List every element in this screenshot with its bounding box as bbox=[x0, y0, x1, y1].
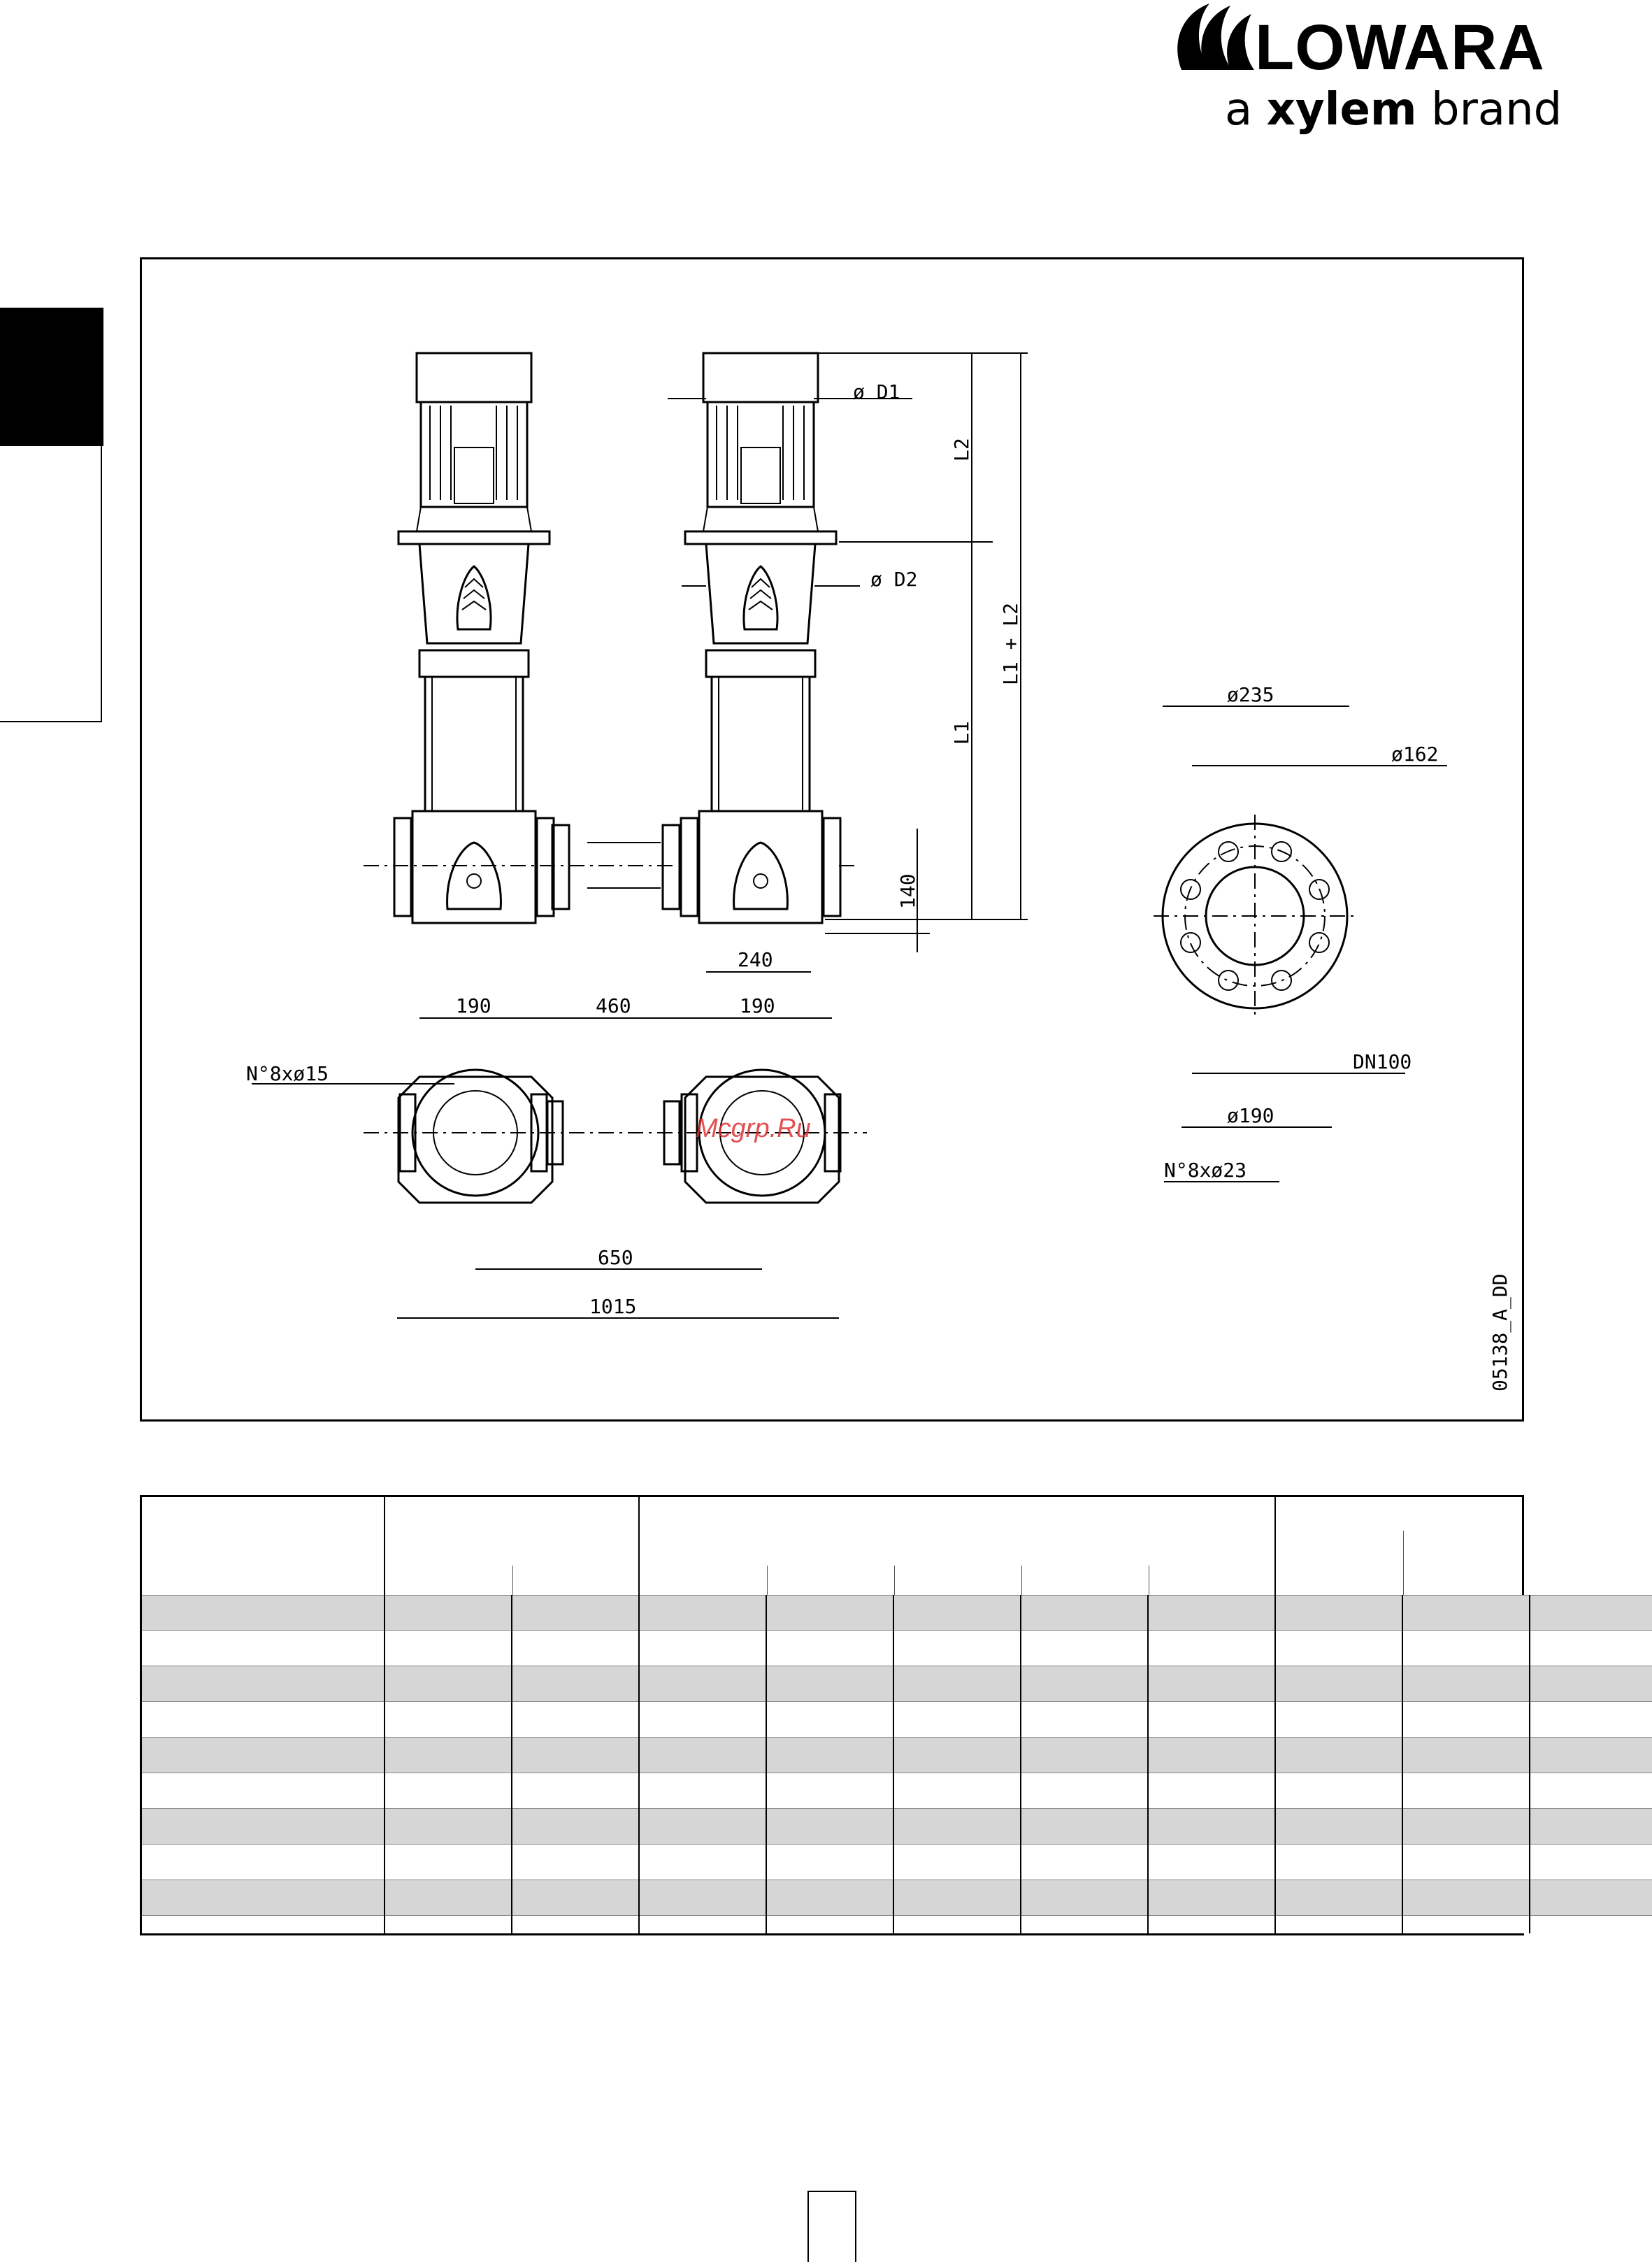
pump-right-front bbox=[663, 353, 860, 923]
brand-name: LOWARA bbox=[1255, 12, 1545, 83]
vertical-dimensions bbox=[668, 353, 1028, 972]
label-holes-large: N°8xø23 bbox=[1164, 1159, 1247, 1182]
top-views bbox=[252, 1018, 867, 1318]
pump-left-front bbox=[364, 353, 675, 923]
table-row bbox=[142, 1595, 1652, 1631]
label-dn100: DN100 bbox=[1353, 1050, 1412, 1073]
table-row bbox=[142, 1631, 1652, 1666]
table-row bbox=[142, 1738, 1652, 1773]
label-holes-small: N°8xø15 bbox=[246, 1062, 329, 1085]
table-row bbox=[142, 1915, 1652, 1933]
label-460: 460 bbox=[596, 994, 631, 1017]
page-number-box bbox=[807, 2191, 856, 2262]
brand-tagline: a xylem brand bbox=[1225, 84, 1563, 136]
label-650: 650 bbox=[598, 1246, 633, 1269]
label-flange-235: ø235 bbox=[1227, 683, 1274, 706]
table-header-cell bbox=[1275, 1497, 1530, 1595]
table-row bbox=[142, 1845, 1652, 1880]
label-d1: ø D1 bbox=[853, 380, 900, 403]
table-header-cell bbox=[385, 1497, 639, 1595]
watermark: Mcgrp.Ru bbox=[696, 1114, 811, 1143]
label-l1-l2: L1 + L2 bbox=[999, 602, 1022, 685]
label-190-left: 190 bbox=[456, 994, 491, 1017]
label-flange-162: ø162 bbox=[1391, 743, 1439, 766]
table-row bbox=[142, 1702, 1652, 1738]
flange-view bbox=[1154, 706, 1447, 1182]
label-190-right: 190 bbox=[740, 994, 775, 1017]
table-row bbox=[142, 1880, 1652, 1916]
table-row bbox=[142, 1773, 1652, 1809]
table-header-row bbox=[142, 1497, 1652, 1595]
table-header-cell bbox=[142, 1497, 385, 1595]
label-l2: L2 bbox=[950, 438, 973, 461]
table-header-cell bbox=[639, 1497, 1275, 1595]
label-1015: 1015 bbox=[589, 1295, 637, 1318]
table-row bbox=[142, 1809, 1652, 1845]
label-140: 140 bbox=[896, 873, 919, 909]
label-flange-190: ø190 bbox=[1227, 1104, 1274, 1127]
table-row bbox=[142, 1666, 1652, 1702]
label-l1: L1 bbox=[950, 721, 973, 745]
label-240: 240 bbox=[738, 948, 773, 971]
label-d2: ø D2 bbox=[870, 568, 918, 591]
drawing-code: 05138_A_DD bbox=[1488, 1273, 1511, 1391]
dimensions-table bbox=[140, 1495, 1524, 1935]
